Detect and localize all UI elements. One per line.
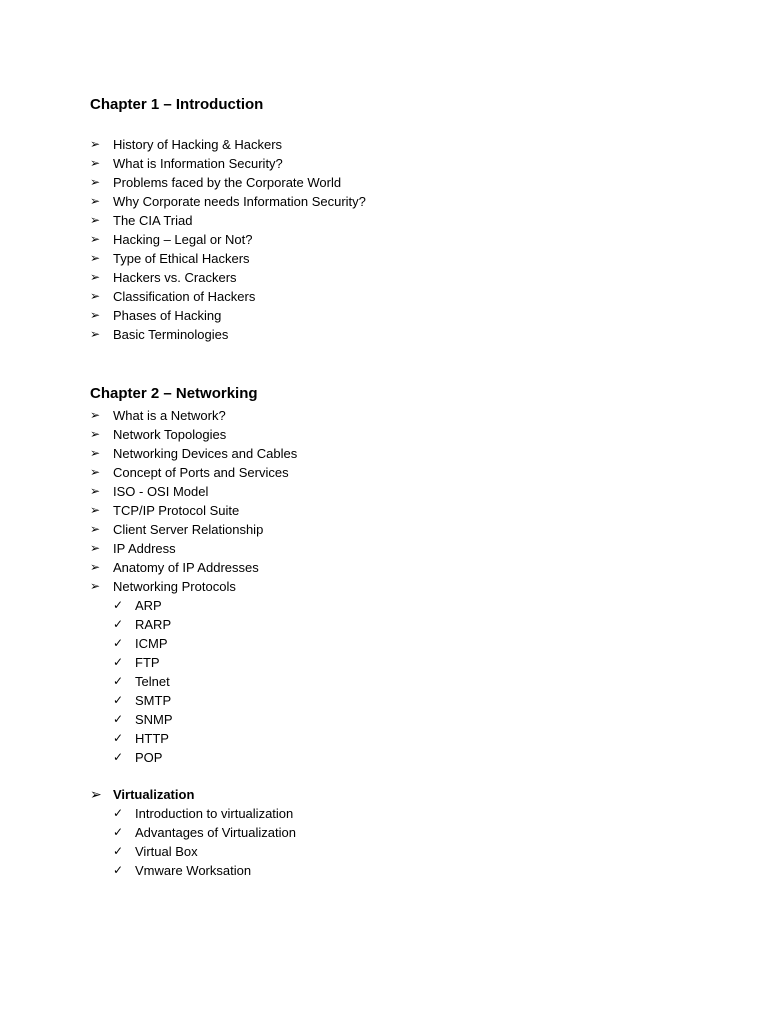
list-item: ✓ Virtual Box bbox=[113, 844, 198, 859]
arrow-bullet-icon: ➢ bbox=[90, 560, 101, 574]
protocol-item: ✓ FTP bbox=[113, 655, 160, 670]
arrow-bullet-icon: ➢ bbox=[90, 213, 101, 227]
check-bullet-icon: ✓ bbox=[113, 750, 124, 764]
arrow-bullet-icon: ➢ bbox=[90, 541, 101, 555]
check-bullet-icon: ✓ bbox=[113, 617, 124, 631]
arrow-bullet-icon: ➢ bbox=[90, 446, 101, 460]
arrow-bullet-icon: ➢ bbox=[90, 408, 101, 422]
list-item: ➢ Basic Terminologies bbox=[90, 327, 229, 342]
list-item: ➢ Phases of Hacking bbox=[90, 308, 222, 323]
protocol-item: ✓ ARP bbox=[113, 598, 162, 613]
list-item: ➢ Hackers vs. Crackers bbox=[90, 270, 237, 285]
protocol-item: ✓ Telnet bbox=[113, 674, 170, 689]
list-item: ➢ Why Corporate needs Information Security? bbox=[90, 194, 366, 209]
arrow-bullet-icon: ➢ bbox=[90, 786, 102, 802]
list-item: ✓ Vmware Worksation bbox=[113, 863, 252, 878]
list-item: ➢ Type of Ethical Hackers bbox=[90, 251, 250, 266]
arrow-bullet-icon: ➢ bbox=[90, 503, 101, 517]
list-item: ➢ Concept of Ports and Services bbox=[90, 465, 289, 480]
check-bullet-icon: ✓ bbox=[113, 693, 124, 707]
chapter-1-heading: Chapter 1 – Introduction bbox=[90, 96, 264, 113]
list-item: ➢ ISO - OSI Model bbox=[90, 484, 209, 499]
check-bullet-icon: ✓ bbox=[113, 731, 124, 745]
arrow-bullet-icon: ➢ bbox=[90, 522, 101, 536]
protocol-item: ✓ POP bbox=[113, 750, 163, 765]
list-item: ➢ Hacking – Legal or Not? bbox=[90, 232, 253, 247]
chapter-2-heading: Chapter 2 – Networking bbox=[90, 385, 258, 402]
check-bullet-icon: ✓ bbox=[113, 806, 124, 820]
arrow-bullet-icon: ➢ bbox=[90, 327, 101, 341]
check-bullet-icon: ✓ bbox=[113, 636, 124, 650]
arrow-bullet-icon: ➢ bbox=[90, 270, 101, 284]
virtualization-list bbox=[90, 785, 296, 880]
list-item: ➢ TCP/IP Protocol Suite bbox=[90, 503, 240, 518]
check-bullet-icon: ✓ bbox=[113, 844, 124, 858]
protocol-item: ✓ SNMP bbox=[113, 712, 173, 727]
virtualization-heading: ➢ Virtualization bbox=[90, 786, 195, 802]
list-item: ➢ What is Information Security? bbox=[90, 156, 283, 171]
protocol-item: ✓ ICMP bbox=[113, 636, 168, 651]
list-item: ➢ Problems faced by the Corporate World bbox=[90, 175, 342, 190]
arrow-bullet-icon: ➢ bbox=[90, 465, 101, 479]
arrow-bullet-icon: ➢ bbox=[90, 232, 101, 246]
arrow-bullet-icon: ➢ bbox=[90, 308, 101, 322]
arrow-bullet-icon: ➢ bbox=[90, 137, 101, 151]
arrow-bullet-icon: ➢ bbox=[90, 251, 101, 265]
check-bullet-icon: ✓ bbox=[113, 598, 124, 612]
arrow-bullet-icon: ➢ bbox=[90, 289, 101, 303]
chapter-1-topic-list bbox=[90, 135, 366, 344]
arrow-bullet-icon: ➢ bbox=[90, 156, 101, 170]
list-item: ➢ IP Address bbox=[90, 541, 176, 556]
list-item: ➢ Client Server Relationship bbox=[90, 522, 264, 537]
list-item: ➢ Networking Protocols bbox=[90, 579, 236, 594]
list-item: ➢ Anatomy of IP Addresses bbox=[90, 560, 259, 575]
protocol-item: ✓ SMTP bbox=[113, 693, 172, 708]
check-bullet-icon: ✓ bbox=[113, 674, 124, 688]
list-item: ➢ History of Hacking & Hackers bbox=[90, 137, 283, 152]
protocol-item: ✓ HTTP bbox=[113, 731, 169, 746]
list-item: ✓ Introduction to virtualization bbox=[113, 806, 294, 821]
arrow-bullet-icon: ➢ bbox=[90, 484, 101, 498]
arrow-bullet-icon: ➢ bbox=[90, 194, 101, 208]
list-item: ➢ What is a Network? bbox=[90, 408, 226, 423]
check-bullet-icon: ✓ bbox=[113, 712, 124, 726]
list-item: ➢ Network Topologies bbox=[90, 427, 227, 442]
protocol-item: ✓ RARP bbox=[113, 617, 172, 632]
list-item: ➢ Classification of Hackers bbox=[90, 289, 256, 304]
chapter-2-topic-list bbox=[90, 406, 297, 767]
list-item: ➢ The CIA Triad bbox=[90, 213, 193, 228]
check-bullet-icon: ✓ bbox=[113, 825, 124, 839]
check-bullet-icon: ✓ bbox=[113, 655, 124, 669]
list-item: ✓ Advantages of Virtualization bbox=[113, 825, 296, 840]
arrow-bullet-icon: ➢ bbox=[90, 175, 101, 189]
arrow-bullet-icon: ➢ bbox=[90, 427, 101, 441]
arrow-bullet-icon: ➢ bbox=[90, 579, 101, 593]
list-item: ➢ Networking Devices and Cables bbox=[90, 446, 298, 461]
check-bullet-icon: ✓ bbox=[113, 863, 124, 877]
